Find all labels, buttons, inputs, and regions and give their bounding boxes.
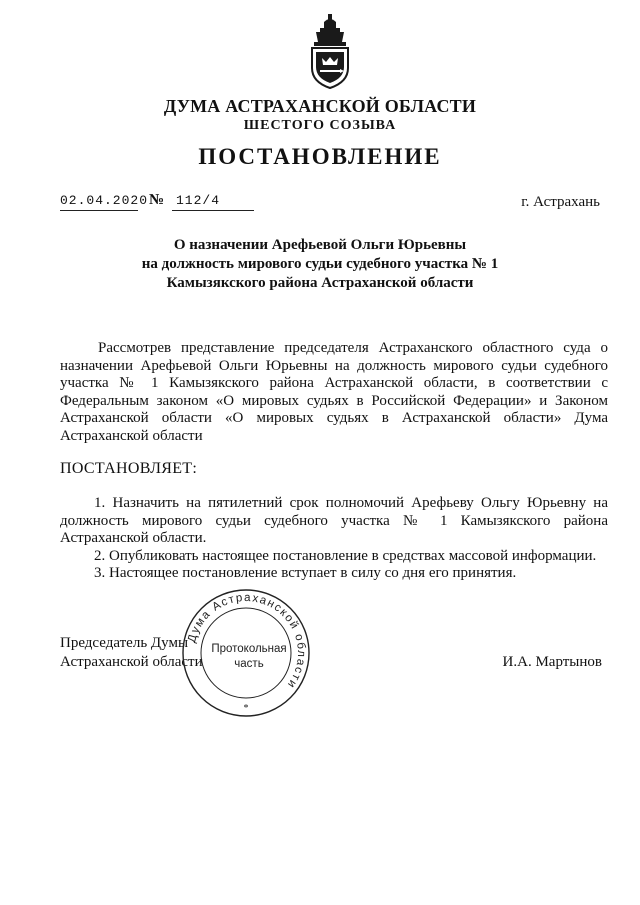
city: г. Астрахань bbox=[521, 194, 600, 210]
signatory-name: И.А. Мартынов bbox=[502, 654, 602, 670]
stamp-ring-text: Дума Астраханской области bbox=[186, 591, 308, 691]
subject-line: О назначении Арефьевой Ольги Юрьевны bbox=[173, 237, 467, 253]
preamble-paragraph: Рассмотрев представление председателя Астраханского областного суда о назначении Арефьевой Ольги Юрьевны на должность мирового судьи судебного участка № 1 Камызякского района Астраханской области, в соответствии с Федеральным законом «О мировых судьях в Российской Федерации» и Законом Астраханской области «О мировых судьях в Астраханской области» Дума Астраханской области bbox=[60, 340, 608, 444]
stamp-line: Протокольная bbox=[211, 643, 287, 655]
coat-of-arms-emblem bbox=[304, 12, 356, 90]
subject-line: Камызякского района Астраханской области bbox=[166, 275, 474, 291]
subject-line: на должность мирового судьи судебного участка № 1 bbox=[141, 256, 499, 272]
stamp-line: часть bbox=[234, 658, 264, 670]
number-sign: № bbox=[149, 192, 165, 208]
document-date: 02.04.2020 bbox=[60, 193, 149, 208]
document-subject bbox=[0, 236, 640, 293]
document-type: ПОСТАНОВЛЕНИЕ bbox=[198, 144, 442, 169]
number-underline bbox=[172, 210, 254, 211]
convocation: ШЕСТОГО СОЗЫВА bbox=[243, 118, 397, 133]
position-line: Председатель Думы bbox=[60, 635, 189, 651]
organization-name: ДУМА АСТРАХАНСКОЙ ОБЛАСТИ bbox=[163, 96, 477, 116]
resolution-item: 2. Опубликовать настоящее постановление в средствах массовой информации. bbox=[94, 547, 597, 564]
date-underline bbox=[60, 210, 138, 211]
stamp-center-text bbox=[204, 642, 294, 672]
document-number: 112/4 bbox=[176, 193, 221, 208]
resolution-item: 1. Назначить на пятилетний срок полномочий Арефьеву Ольгу Юрьевну на должность мирового судьи судебного участка № 1 Камызякского района Астраханской области. bbox=[60, 495, 608, 547]
resolves-heading: ПОСТАНОВЛЯЕТ: bbox=[60, 460, 198, 477]
resolution-item: 3. Настоящее постановление вступает в силу со дня его принятия. bbox=[94, 565, 517, 582]
position-line: Астраханской области bbox=[60, 654, 203, 670]
stamp-star: * bbox=[243, 703, 249, 714]
resolution-items bbox=[60, 495, 608, 583]
